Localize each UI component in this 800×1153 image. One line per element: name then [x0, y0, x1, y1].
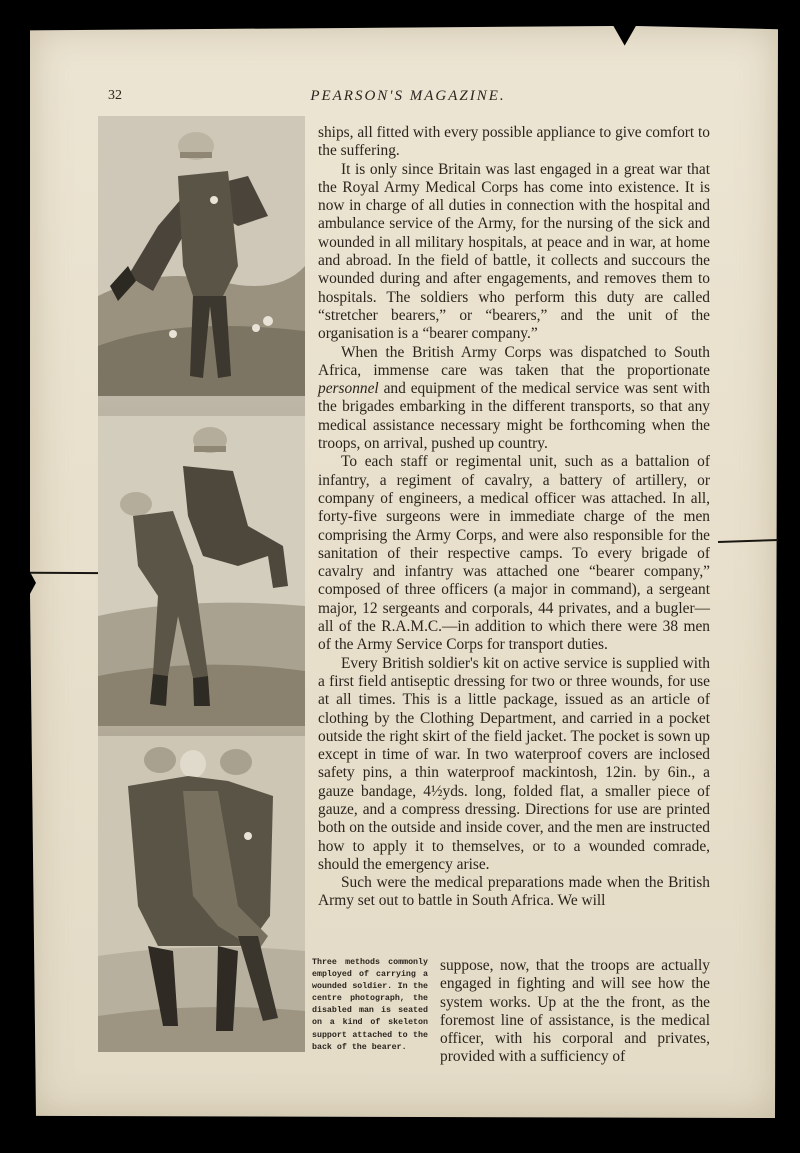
paragraph: Every British soldier's kit on active service is supplied with a first field antiseptic dressing for two or three wounds, for use at all times. This is a little package, issued as an article of clothing by the Clothing Department, and carried in a pocket outside the right skirt of the field jacket. The pocket is sown up except in time of war. In two waterproof covers are inclosed safety pins, a thin waterproof mackintosh, 12in. by 6in., a gauze bandage, 4½yds. long, folded flat, a smaller piece of gauze, and a compress dressing. Directions for use are printed both on the outside and inside cover, and the men are instructed how to apply it to themselves, or to a wounded comrade, should the emergency arise.	[318, 654, 710, 873]
photo-shoulder-carry	[98, 116, 305, 396]
paragraph-continuation: suppose, now, that the troops are actually engaged in fighting and will see how the system works. Up at the the front, as the foremost line of assistance, is the medical officer, with his corporal and privates, provided with a sufficiency of	[440, 957, 710, 1066]
photo-caption: Three methods commonly employed of carrying a wounded soldier. In the centre photograph, the disabled man is seated on a kind of skeleton support attached to the back of the bearer.	[312, 958, 428, 1052]
paragraph-text: and equipment of the medical service was sent with the brigades embarking in the different transports, so that any medical assistance necessary might be forthcoming when the troops, on arrival, pushed up country.	[318, 380, 710, 453]
paragraph: To each staff or regimental unit, such as a battalion of infantry, a regiment of cavalry, a battery of artillery, or company of engineers, a medical officer was attached. In all, forty-five surgeons were in immediate charge of the men comprising the Army Corps, and were also responsible for the sanitation of their respective camps. To every brigade of cavalry and infantry was attached one “bearer company,” composed of three officers (a major in command), a sergeant major, 12 sergeants and corporals, 44 privates, and a bugler—all of the R.A.M.C.—in addition to which there were 38 men of the Army Service Corps for transport duties.	[318, 453, 710, 654]
page-number: 32	[108, 88, 122, 103]
photo-column	[98, 116, 305, 1052]
photo-back-carry	[98, 416, 305, 726]
paragraph	[318, 344, 710, 454]
italic-term: personnel	[318, 380, 379, 398]
photo-two-man-carry	[98, 736, 305, 1052]
article-body	[318, 124, 710, 911]
page-header	[108, 88, 708, 110]
paragraph: Such were the medical preparations made when the British Army set out to battle in South Africa. We will	[318, 874, 710, 910]
paragraph: It is only since Britain was last engaged in a great war that the Royal Army Medical Corps has come into existence. It is now in charge of all duties in connection with the hospital and ambulance service of the Army, for the nursing of the sick and wounded in all military hospitals, at peace and in war, at home and abroad. In the field of battle, it collects and succours the wounded during and after engagements, and removes them to hospitals. The soldiers who perform this duty are called “stretcher bearers,” or “bearers,” and the unit of the organisation is a “bearer company.”	[318, 160, 710, 343]
running-head: PEARSON'S MAGAZINE.	[310, 88, 506, 104]
paragraph-text: When the British Army Corps was dispatched to South Africa, immense care was taken that the proportionate	[318, 343, 710, 379]
paragraph: ships, all fitted with every possible appliance to give comfort to the suffering.	[318, 124, 710, 160]
